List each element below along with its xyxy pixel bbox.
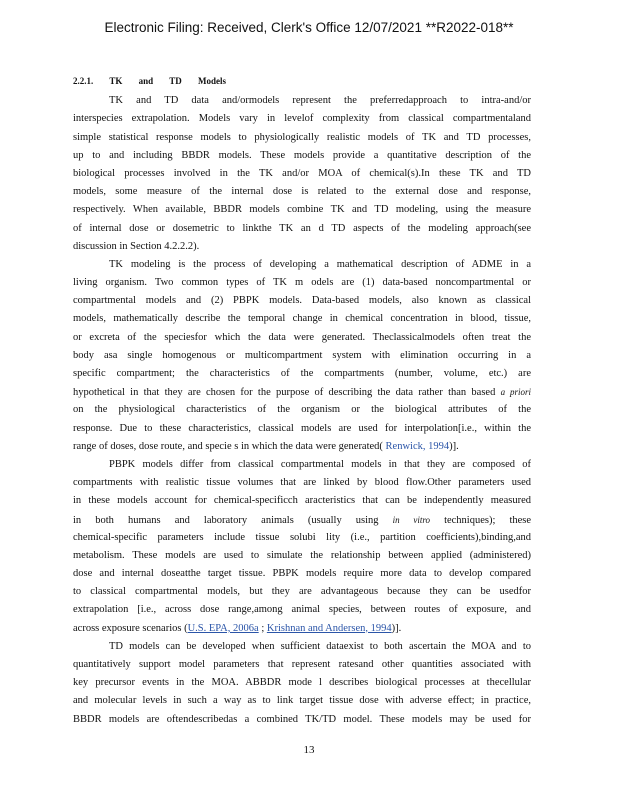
text-span: range of doses, dose route, and specie s in which the data were generated( [73, 440, 383, 452]
text-span: techniques); these [444, 514, 532, 526]
text-line: specific compartment; the characteristics of the compartments (number, volume, etc.) are [73, 368, 531, 380]
text-line: up to and including BBDR models. These models provide a quantitative description of the [73, 149, 531, 161]
document-body [73, 72, 531, 729]
text-line [73, 511, 531, 529]
italic-term: a priori [500, 387, 531, 398]
text-line [73, 620, 531, 638]
text-line: of internal dose or dosemetric to linkthe TK an d TD aspects of the modeling approach(see [73, 222, 531, 234]
text-span: ; [261, 622, 265, 634]
italic-term: in vitro [392, 514, 430, 525]
text-line: key precursor events in the MOA. ABBDR mode l describes biological processes at thecellular [73, 677, 531, 689]
paragraph [73, 256, 531, 456]
text-line: TD models can be developed when sufficient dataexist to both ascertain the MOA and to [109, 640, 531, 652]
text-line: compartments with realistic tissue volumes that are linked by blood flow.Other parameters used [73, 477, 531, 489]
text-line: biological processes involved in the TK and/or MOA of chemical(s).In these TK and TD [73, 167, 531, 179]
text-line: PBPK models differ from classical compartmental models in that they are composed of [109, 458, 531, 470]
text-line: metabolism. These models are used to simulate the relationship between applied (administered) [73, 549, 531, 561]
text-span: across exposure scenarios ( [73, 622, 188, 634]
text-line: compartmental models and (2) PBPK models. Data-based models, also known as classical [73, 295, 531, 307]
paragraph [73, 638, 531, 729]
text-line: and molecular levels in such a way as to link target tissue dose with adverse effect; in practice, [73, 695, 531, 707]
text-line [73, 383, 531, 401]
text-line: in these models account for chemical-specificch aracteristics that can be independently measured [73, 495, 531, 507]
section-title-word: Models [197, 76, 226, 86]
text-line: extrapolation [i.e., across dose range,among animal species, between routes of exposure, and [73, 604, 531, 616]
text-line: respectively. When available, BBDR models combine TK and TD modeling, using the measure [73, 204, 531, 216]
citation-link[interactable]: Renwick, 1994 [385, 440, 450, 452]
text-line [73, 438, 531, 456]
page-number: 13 [303, 744, 315, 756]
text-span: )]. [449, 440, 459, 452]
text-line: dose and internal doseatthe target tissue. PBPK models require more data to develop compared [73, 568, 531, 580]
section-title-word: TD [169, 76, 182, 86]
text-line: to classical compartmental models, but they are advantageous because they can be usedfor [73, 586, 531, 598]
text-line: or excreta of the speciesfor which the data were generated. Theclassicalmodels often treat the [73, 331, 531, 343]
text-line: simple statistical response models to physiologically realistic models of TK and TD processes, [73, 131, 531, 143]
section-title-word: and [138, 76, 154, 86]
paragraph [73, 92, 531, 256]
text-line: interspecies extrapolation. Models vary in levelof complexity from classical compartmentaland [73, 113, 531, 125]
text-line: on the physiological characteristics of the organism or the biological attributes of the [73, 404, 531, 416]
text-line: response. Due to these characteristics, classical models are used for interpolation[i.e., within the [73, 422, 531, 434]
text-line: chemical-specific parameters include tissue solubi lity (i.e., partition coefficients),binding,and [73, 531, 531, 543]
citation-link[interactable]: U.S. EPA, 2006a [187, 622, 259, 634]
section-title-word: TK [109, 76, 123, 86]
citation-link[interactable]: Krishnan and Andersen, 1994 [266, 622, 392, 634]
text-span: hypothetical in that they are chosen for the purpose of describing the data rather than based [73, 387, 496, 399]
text-line: BBDR models are oftendescribedas a combined TK/TD model. These models may be used for [73, 713, 531, 725]
text-line: TK modeling is the process of developing a mathematical description of ADME in a [109, 258, 531, 270]
text-line: models, mathematically describe the temporal change in chemical concentration in blood, tissue, [73, 313, 531, 325]
text-line: TK and TD data and/ormodels represent the preferredapproach to intra-and/or [109, 95, 531, 107]
text-line: discussion in Section 4.2.2.2). [73, 240, 200, 252]
section-number: 2.2.1. [73, 76, 94, 86]
text-span: )]. [391, 622, 402, 634]
text-line: models, some measure of the internal dose is related to the external dose and response, [73, 186, 531, 198]
filing-header: Electronic Filing: Received, Clerk's Office 12/07/2021 **R2022-018** [104, 20, 514, 35]
text-line: quantitatively support model parameters that represent ratesand other quantities associated with [73, 659, 531, 671]
text-line: body asa single homogenous or multicompartment system with elimination occurring in a [73, 349, 531, 361]
paragraph [73, 456, 531, 638]
text-line: living organism. Two common types of TK m odels are (1) data-based noncompartmental or [73, 277, 531, 289]
section-heading [73, 72, 531, 90]
text-span: in both humans and laboratory animals (usually using [73, 514, 379, 526]
